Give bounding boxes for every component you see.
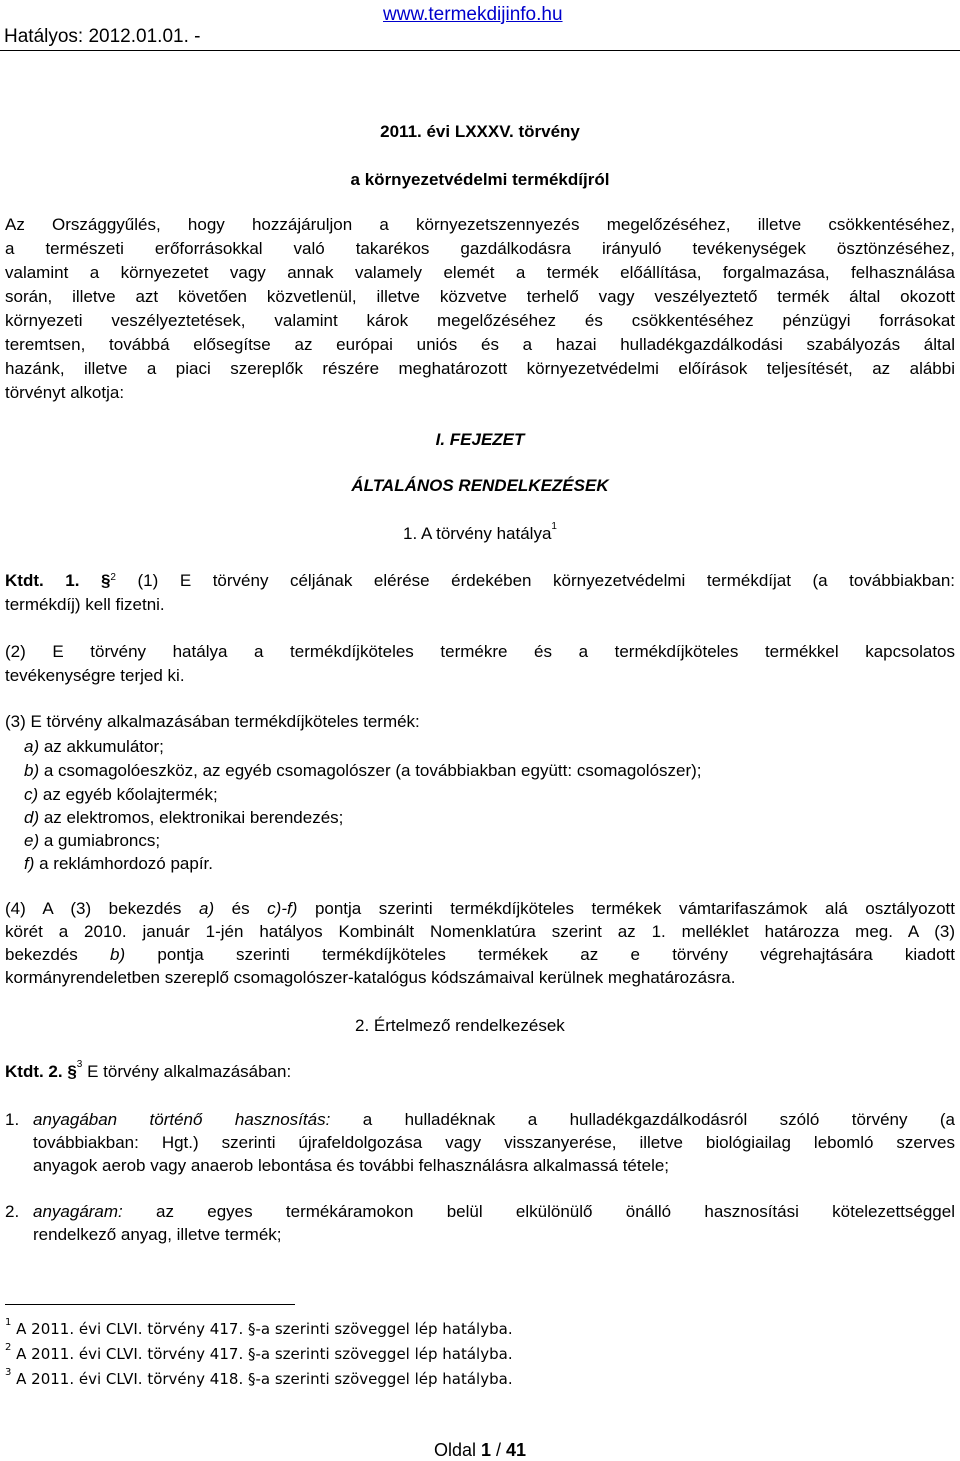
footnote-ref[interactable]: 1 [551, 521, 557, 532]
section-2-heading: 2. Értelmező rendelkezések [355, 1016, 565, 1035]
p4-line4: kormányrendeletben szereplő csomagolószer-katalógus kódszámaival kerülnek meghatározásra. [5, 968, 736, 987]
list-text: az egyéb kőolajtermék; [38, 785, 218, 804]
ktdt-1-paragraph [5, 569, 955, 617]
list-letter: f) [24, 854, 35, 873]
footnote-number: 1 [5, 1317, 12, 1328]
definition-text: továbbiakban: Hgt.) szerinti újrafeldolgozása vagy visszanyerése, illetve biológiailag lebomló szerves [33, 1133, 955, 1152]
definition-text: az egyes termékáramokon belül elkülönülő önálló hasznosítási kötelezettséggel [122, 1202, 955, 1221]
chapter-number: I. FEJEZET [435, 430, 525, 449]
ktdt-1-p4 [5, 897, 955, 989]
law-title: 2011. évi LXXXV. törvény [380, 122, 580, 141]
preamble-line: során, illetve azt követően közvetlenül, illetve közvetve terhelő vagy veszélyeztető termék által okozott [5, 287, 955, 306]
effective-date-header: Hatályos: 2012.01.01. - [4, 26, 201, 47]
list-text: az akkumulátor; [39, 737, 164, 756]
definition-item [5, 1108, 955, 1177]
preamble-line: Az Országgyűlés, hogy hozzájáruljon a környezetszennyezés megelőzéséhez, illetve csökkentéséhez, [5, 215, 955, 234]
current-page: 1 [480, 1440, 491, 1460]
preamble-line: teremtsen, továbbá elősegítse az európai uniós és a hazai hulladékgazdálkodási szabályozás által [5, 335, 955, 354]
ktdt-1-p2 [5, 640, 955, 688]
preamble [5, 213, 955, 405]
definition-term: anyagáram: [33, 1202, 123, 1221]
footnote-ref[interactable]: 3 [76, 1059, 83, 1070]
footnote-divider [5, 1304, 295, 1305]
footnote [5, 1342, 513, 1363]
list-item [24, 829, 160, 852]
definition-text: rendelkező anyag, illetve termék; [33, 1225, 282, 1244]
definition-term: anyagában történő hasznosítás: [33, 1110, 331, 1129]
preamble-line: környezeti veszélyeztetések, valamint károk megelőzéséhez és csökkentéséhez pénzügyi forrásokat [5, 311, 955, 330]
definition-number: 1. [5, 1110, 20, 1129]
footnote-text: A 2011. évi CLVI. törvény 418. §-a szerinti szöveggel lép hatályba. [11, 1370, 513, 1388]
preamble-line: valamint a környezetet vagy annak valamely elemét a termék előállítása, forgalmazása, felhasználása [5, 263, 955, 282]
footnote-text: A 2011. évi CLVI. törvény 417. §-a szerinti szöveggel lép hatályba. [11, 1345, 513, 1363]
p4-text: pontja szerinti termékdíjköteles termékek vámtarifaszámok alá osztályozott [297, 899, 956, 918]
ktdt-1-label: Ktdt. 1. § [5, 571, 111, 590]
footnote-text: A 2011. évi CLVI. törvény 417. §-a szerinti szöveggel lép hatályba. [11, 1320, 513, 1338]
list-letter: e) [24, 831, 40, 850]
p4-text: a) [198, 899, 215, 918]
list-item [24, 806, 343, 829]
p2-line1: (2) E törvény hatálya a termékdíjköteles termékre és a termékdíjköteles termékkel kapcsolatos [5, 642, 955, 661]
list-item [24, 735, 164, 758]
p4-line2: körét a 2010. január 1-jén hatályos Kombinált Nomenklatúra szerint az 1. melléklet határozza meg. A (3) [5, 922, 955, 941]
ktdt-1-p3-intro [5, 710, 955, 734]
total-pages: 41 [506, 1440, 527, 1460]
ktdt-2-line [5, 1059, 292, 1082]
ktdt-2-label: Ktdt. 2. § [5, 1062, 77, 1081]
p4-text: pontja szerinti termékdíjköteles termékek az e törvény végrehajtására kiadott [125, 945, 955, 964]
p1-line2: termékdíj) kell fizetni. [5, 595, 165, 614]
definition-text: a hulladéknak a hulladékgazdálkodásról szóló törvény (a [330, 1110, 955, 1129]
p1-line1: (1) E törvény céljának elérése érdekében környezetvédelmi termékdíjat (a továbbiakban: [137, 571, 955, 590]
preamble-line: a természeti erőforrásokkal való takarékos gazdálkodásra irányuló tevékenységek ösztönzéséhez, [5, 239, 955, 258]
list-letter: a) [24, 737, 40, 756]
p4-text: b) [110, 945, 126, 964]
preamble-line: törvényt alkotja: [5, 383, 125, 402]
footnote-number: 3 [5, 1367, 12, 1378]
list-letter: d) [24, 808, 40, 827]
footnote-number: 2 [5, 1342, 12, 1353]
page-separator: / [491, 1440, 507, 1460]
list-text: a gumiabroncs; [39, 831, 161, 850]
list-text: az elektromos, elektronikai berendezés; [39, 808, 344, 827]
definition-text: anyagok aerob vagy anaerob lebontása és további felhasználásra alkalmassá tétele; [33, 1156, 670, 1175]
preamble-line: hazánk, illetve a piaci szereplők részére meghatározott környezetvédelmi előírások teljesítését, az alábbi [5, 359, 955, 378]
p4-text: bekezdés [5, 945, 111, 964]
website-link[interactable]: www.termekdijinfo.hu [383, 4, 563, 25]
page-label: Oldal [433, 1440, 481, 1460]
p4-text: és [214, 899, 268, 918]
list-letter: b) [24, 761, 40, 780]
list-text: a csomagolóeszköz, az egyéb csomagolószer (a továbbiakban együtt: csomagolószer); [39, 761, 702, 780]
chapter-title: ÁLTALÁNOS RENDELKEZÉSEK [351, 476, 609, 495]
list-item [24, 759, 702, 782]
list-letter: c) [24, 785, 39, 804]
definition-item [5, 1200, 955, 1246]
law-subtitle: a környezetvédelmi termékdíjról [350, 170, 610, 189]
footnote [5, 1367, 513, 1388]
definition-number: 2. [5, 1202, 20, 1221]
footnote [5, 1317, 513, 1338]
list-item [24, 783, 218, 806]
p4-text: c)-f) [267, 899, 298, 918]
section-heading-text: 1. A törvény hatálya [403, 524, 552, 543]
list-text: a reklámhordozó papír. [34, 854, 213, 873]
list-item [24, 852, 213, 875]
header-divider [0, 50, 960, 51]
p4-text: (4) A (3) bekezdés [5, 899, 199, 918]
ktdt-2-text: E törvény alkalmazásában: [82, 1062, 292, 1081]
p3-intro: (3) E törvény alkalmazásában termékdíjköteles termék: [5, 712, 420, 731]
section-heading [0, 521, 960, 544]
p2-line2: tevékenységre terjed ki. [5, 666, 185, 685]
footnote-ref[interactable]: 2 [110, 572, 116, 583]
